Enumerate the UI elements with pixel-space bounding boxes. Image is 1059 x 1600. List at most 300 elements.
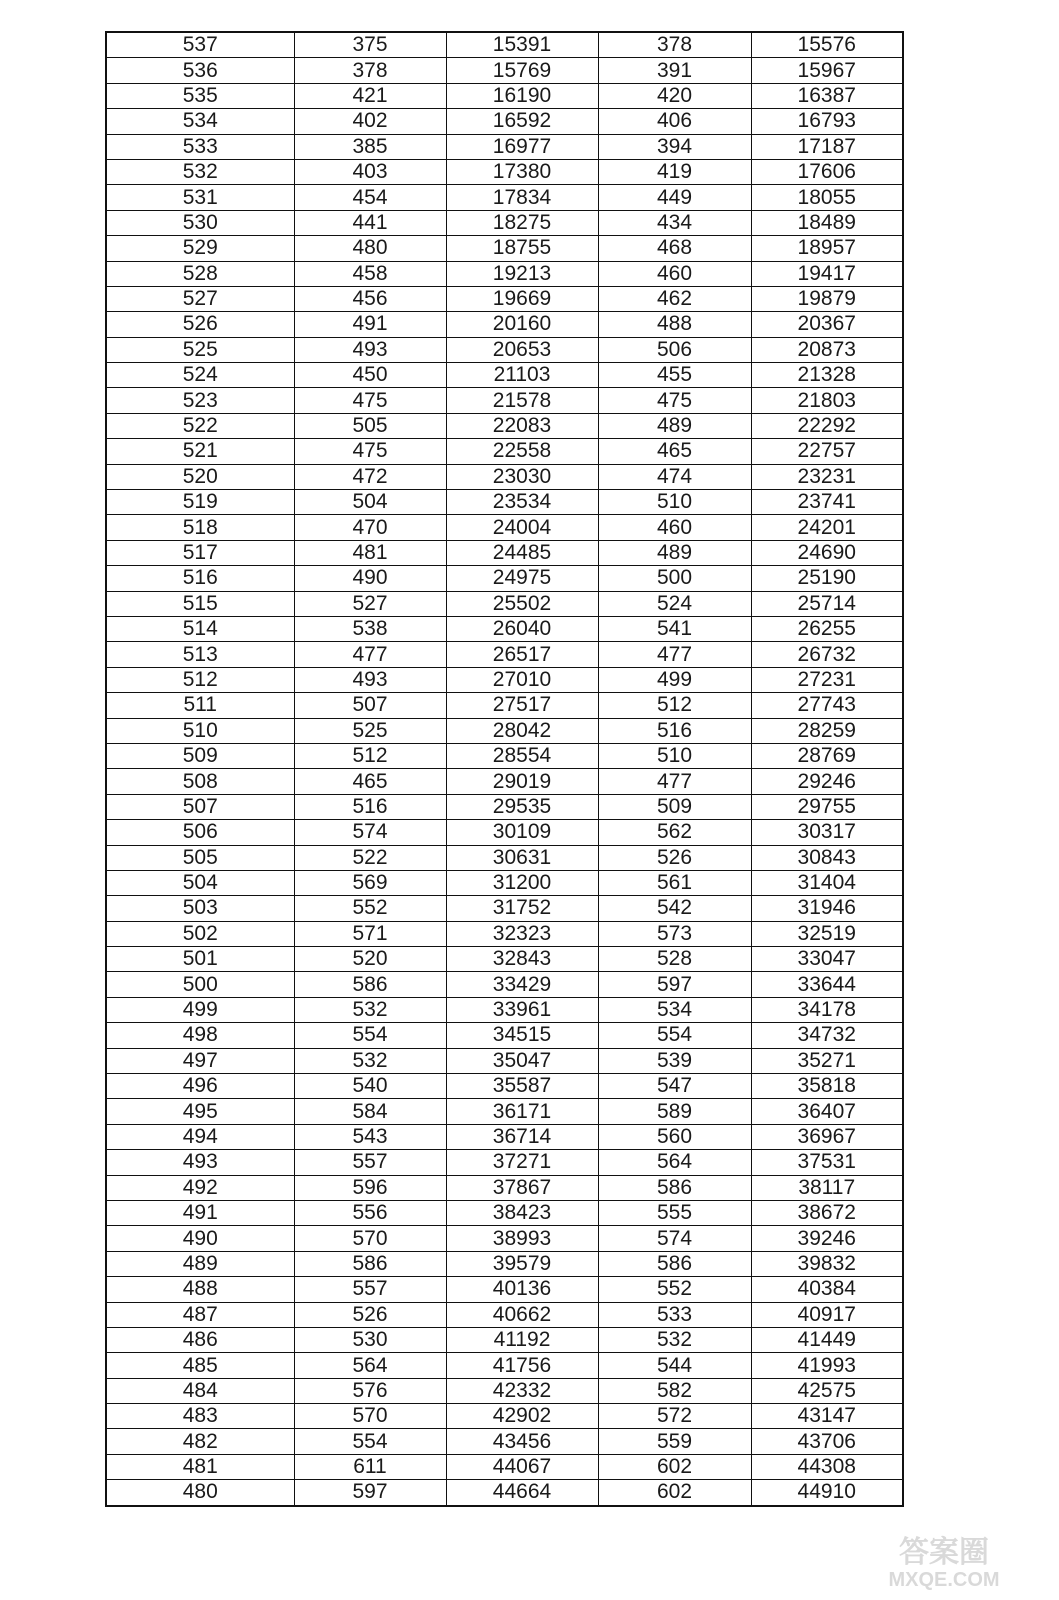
table-cell: 481 bbox=[294, 540, 446, 565]
table-cell: 28769 bbox=[751, 743, 903, 768]
table-cell: 28554 bbox=[446, 743, 598, 768]
table-row bbox=[106, 32, 903, 58]
table-cell: 39246 bbox=[751, 1226, 903, 1251]
table-row bbox=[106, 845, 903, 870]
table-cell: 589 bbox=[598, 1099, 751, 1124]
score-table bbox=[105, 31, 904, 1507]
table-cell: 18275 bbox=[446, 210, 598, 235]
table-cell: 499 bbox=[598, 667, 751, 692]
table-cell: 490 bbox=[294, 566, 446, 591]
table-cell: 470 bbox=[294, 515, 446, 540]
table-cell: 450 bbox=[294, 363, 446, 388]
table-row bbox=[106, 1429, 903, 1454]
table-cell: 586 bbox=[598, 1251, 751, 1276]
table-cell: 36171 bbox=[446, 1099, 598, 1124]
table-cell: 539 bbox=[598, 1048, 751, 1073]
table-cell: 525 bbox=[294, 718, 446, 743]
table-cell: 491 bbox=[294, 312, 446, 337]
table-cell: 475 bbox=[294, 439, 446, 464]
table-cell: 482 bbox=[106, 1429, 294, 1454]
table-cell: 27517 bbox=[446, 693, 598, 718]
table-cell: 402 bbox=[294, 109, 446, 134]
table-cell: 512 bbox=[598, 693, 751, 718]
table-cell: 18755 bbox=[446, 236, 598, 261]
table-cell: 564 bbox=[294, 1353, 446, 1378]
table-cell: 472 bbox=[294, 464, 446, 489]
table-cell: 586 bbox=[598, 1175, 751, 1200]
table-cell: 510 bbox=[106, 718, 294, 743]
table-cell: 22083 bbox=[446, 413, 598, 438]
table-row bbox=[106, 464, 903, 489]
table-row bbox=[106, 769, 903, 794]
table-row bbox=[106, 1175, 903, 1200]
table-row bbox=[106, 896, 903, 921]
table-cell: 532 bbox=[598, 1327, 751, 1352]
table-cell: 26040 bbox=[446, 616, 598, 641]
table-cell: 25502 bbox=[446, 591, 598, 616]
table-row bbox=[106, 1302, 903, 1327]
table-cell: 22757 bbox=[751, 439, 903, 464]
table-cell: 385 bbox=[294, 134, 446, 159]
table-cell: 564 bbox=[598, 1150, 751, 1175]
table-cell: 571 bbox=[294, 921, 446, 946]
table-cell: 17834 bbox=[446, 185, 598, 210]
table-cell: 19669 bbox=[446, 286, 598, 311]
table-cell: 375 bbox=[294, 32, 446, 58]
table-row bbox=[106, 1353, 903, 1378]
table-cell: 23231 bbox=[751, 464, 903, 489]
table-row bbox=[106, 947, 903, 972]
table-cell: 480 bbox=[294, 236, 446, 261]
table-cell: 491 bbox=[106, 1200, 294, 1225]
table-cell: 586 bbox=[294, 1251, 446, 1276]
table-row bbox=[106, 109, 903, 134]
table-row bbox=[106, 997, 903, 1022]
table-cell: 18055 bbox=[751, 185, 903, 210]
table-cell: 530 bbox=[294, 1327, 446, 1352]
table-cell: 516 bbox=[294, 794, 446, 819]
table-row bbox=[106, 921, 903, 946]
table-cell: 516 bbox=[598, 718, 751, 743]
table-cell: 497 bbox=[106, 1048, 294, 1073]
table-cell: 576 bbox=[294, 1378, 446, 1403]
table-row bbox=[106, 1277, 903, 1302]
table-cell: 573 bbox=[598, 921, 751, 946]
table-cell: 15576 bbox=[751, 32, 903, 58]
table-cell: 44308 bbox=[751, 1454, 903, 1479]
table-cell: 528 bbox=[598, 947, 751, 972]
table-cell: 536 bbox=[106, 58, 294, 83]
table-cell: 24690 bbox=[751, 540, 903, 565]
table-row bbox=[106, 870, 903, 895]
table-cell: 16592 bbox=[446, 109, 598, 134]
table-cell: 30631 bbox=[446, 845, 598, 870]
table-cell: 597 bbox=[598, 972, 751, 997]
table-cell: 488 bbox=[598, 312, 751, 337]
table-cell: 37531 bbox=[751, 1150, 903, 1175]
table-cell: 15967 bbox=[751, 58, 903, 83]
table-cell: 421 bbox=[294, 83, 446, 108]
table-cell: 378 bbox=[598, 32, 751, 58]
table-cell: 21103 bbox=[446, 363, 598, 388]
table-cell: 17606 bbox=[751, 159, 903, 184]
table-cell: 38993 bbox=[446, 1226, 598, 1251]
table-row bbox=[106, 413, 903, 438]
table-cell: 574 bbox=[294, 820, 446, 845]
table-cell: 510 bbox=[598, 743, 751, 768]
table-cell: 529 bbox=[106, 236, 294, 261]
table-cell: 40917 bbox=[751, 1302, 903, 1327]
table-cell: 488 bbox=[106, 1277, 294, 1302]
table-cell: 486 bbox=[106, 1327, 294, 1352]
table-cell: 38117 bbox=[751, 1175, 903, 1200]
table-cell: 26732 bbox=[751, 642, 903, 667]
table-cell: 33644 bbox=[751, 972, 903, 997]
table-cell: 555 bbox=[598, 1200, 751, 1225]
table-cell: 494 bbox=[106, 1124, 294, 1149]
table-cell: 498 bbox=[106, 1023, 294, 1048]
table-cell: 24485 bbox=[446, 540, 598, 565]
table-cell: 40662 bbox=[446, 1302, 598, 1327]
table-cell: 484 bbox=[106, 1378, 294, 1403]
table-cell: 586 bbox=[294, 972, 446, 997]
table-cell: 43147 bbox=[751, 1404, 903, 1429]
table-row bbox=[106, 58, 903, 83]
table-cell: 489 bbox=[106, 1251, 294, 1276]
table-cell: 41449 bbox=[751, 1327, 903, 1352]
table-cell: 527 bbox=[106, 286, 294, 311]
table-cell: 504 bbox=[294, 490, 446, 515]
table-cell: 20653 bbox=[446, 337, 598, 362]
table-row bbox=[106, 1251, 903, 1276]
table-cell: 27231 bbox=[751, 667, 903, 692]
table-cell: 460 bbox=[598, 515, 751, 540]
table-cell: 483 bbox=[106, 1404, 294, 1429]
table-cell: 33429 bbox=[446, 972, 598, 997]
table-cell: 559 bbox=[598, 1429, 751, 1454]
table-cell: 500 bbox=[598, 566, 751, 591]
table-cell: 510 bbox=[598, 490, 751, 515]
table-cell: 31946 bbox=[751, 896, 903, 921]
table-cell: 40136 bbox=[446, 1277, 598, 1302]
table-cell: 28259 bbox=[751, 718, 903, 743]
table-cell: 525 bbox=[106, 337, 294, 362]
table-cell: 520 bbox=[294, 947, 446, 972]
table-cell: 584 bbox=[294, 1099, 446, 1124]
table-cell: 26255 bbox=[751, 616, 903, 641]
table-cell: 505 bbox=[106, 845, 294, 870]
table-cell: 29019 bbox=[446, 769, 598, 794]
table-cell: 516 bbox=[106, 566, 294, 591]
table-cell: 39579 bbox=[446, 1251, 598, 1276]
table-row bbox=[106, 1150, 903, 1175]
table-cell: 460 bbox=[598, 261, 751, 286]
table-row bbox=[106, 1327, 903, 1352]
table-cell: 15769 bbox=[446, 58, 598, 83]
table-cell: 611 bbox=[294, 1454, 446, 1479]
table-cell: 547 bbox=[598, 1074, 751, 1099]
table-row bbox=[106, 236, 903, 261]
table-cell: 506 bbox=[106, 820, 294, 845]
table-cell: 20367 bbox=[751, 312, 903, 337]
table-cell: 489 bbox=[598, 413, 751, 438]
table-row bbox=[106, 83, 903, 108]
table-row bbox=[106, 439, 903, 464]
table-cell: 19213 bbox=[446, 261, 598, 286]
table-cell: 24201 bbox=[751, 515, 903, 540]
table-row bbox=[106, 286, 903, 311]
table-cell: 532 bbox=[294, 1048, 446, 1073]
table-cell: 20160 bbox=[446, 312, 598, 337]
table-row bbox=[106, 185, 903, 210]
table-row bbox=[106, 1099, 903, 1124]
table-cell: 32519 bbox=[751, 921, 903, 946]
table-cell: 38672 bbox=[751, 1200, 903, 1225]
table-cell: 25190 bbox=[751, 566, 903, 591]
table-cell: 602 bbox=[598, 1454, 751, 1479]
table-cell: 42575 bbox=[751, 1378, 903, 1403]
table-cell: 35271 bbox=[751, 1048, 903, 1073]
table-cell: 24975 bbox=[446, 566, 598, 591]
table-cell: 17187 bbox=[751, 134, 903, 159]
table-cell: 22558 bbox=[446, 439, 598, 464]
table-row bbox=[106, 515, 903, 540]
table-row bbox=[106, 363, 903, 388]
table-cell: 31200 bbox=[446, 870, 598, 895]
table-cell: 527 bbox=[294, 591, 446, 616]
table-cell: 597 bbox=[294, 1480, 446, 1506]
table-cell: 28042 bbox=[446, 718, 598, 743]
table-cell: 29246 bbox=[751, 769, 903, 794]
table-cell: 21328 bbox=[751, 363, 903, 388]
table-cell: 434 bbox=[598, 210, 751, 235]
table-cell: 543 bbox=[294, 1124, 446, 1149]
table-cell: 474 bbox=[598, 464, 751, 489]
table-row bbox=[106, 718, 903, 743]
table-cell: 515 bbox=[106, 591, 294, 616]
table-cell: 489 bbox=[598, 540, 751, 565]
table-cell: 556 bbox=[294, 1200, 446, 1225]
table-cell: 16190 bbox=[446, 83, 598, 108]
table-cell: 449 bbox=[598, 185, 751, 210]
table-cell: 503 bbox=[106, 896, 294, 921]
table-cell: 43456 bbox=[446, 1429, 598, 1454]
table-cell: 21578 bbox=[446, 388, 598, 413]
table-cell: 570 bbox=[294, 1404, 446, 1429]
table-cell: 557 bbox=[294, 1150, 446, 1175]
table-cell: 522 bbox=[106, 413, 294, 438]
table-cell: 542 bbox=[598, 896, 751, 921]
table-cell: 29755 bbox=[751, 794, 903, 819]
table-cell: 29535 bbox=[446, 794, 598, 819]
score-table-body bbox=[106, 32, 903, 1506]
table-cell: 509 bbox=[598, 794, 751, 819]
table-cell: 391 bbox=[598, 58, 751, 83]
table-cell: 30317 bbox=[751, 820, 903, 845]
table-row bbox=[106, 743, 903, 768]
table-cell: 477 bbox=[598, 642, 751, 667]
table-cell: 526 bbox=[106, 312, 294, 337]
table-cell: 540 bbox=[294, 1074, 446, 1099]
table-cell: 21803 bbox=[751, 388, 903, 413]
table-cell: 544 bbox=[598, 1353, 751, 1378]
table-cell: 420 bbox=[598, 83, 751, 108]
table-cell: 32323 bbox=[446, 921, 598, 946]
table-cell: 475 bbox=[598, 388, 751, 413]
table-cell: 456 bbox=[294, 286, 446, 311]
table-cell: 30109 bbox=[446, 820, 598, 845]
table-cell: 33961 bbox=[446, 997, 598, 1022]
table-row bbox=[106, 312, 903, 337]
table-cell: 462 bbox=[598, 286, 751, 311]
watermark-text-top: 答案圈 bbox=[899, 1535, 989, 1570]
table-cell: 406 bbox=[598, 109, 751, 134]
table-row bbox=[106, 1048, 903, 1073]
table-cell: 572 bbox=[598, 1404, 751, 1429]
table-row bbox=[106, 693, 903, 718]
table-cell: 16387 bbox=[751, 83, 903, 108]
table-cell: 560 bbox=[598, 1124, 751, 1149]
table-cell: 506 bbox=[598, 337, 751, 362]
table-cell: 17380 bbox=[446, 159, 598, 184]
table-cell: 41993 bbox=[751, 1353, 903, 1378]
table-row bbox=[106, 794, 903, 819]
table-cell: 554 bbox=[294, 1429, 446, 1454]
table-cell: 25714 bbox=[751, 591, 903, 616]
table-cell: 44067 bbox=[446, 1454, 598, 1479]
table-cell: 512 bbox=[294, 743, 446, 768]
table-cell: 36714 bbox=[446, 1124, 598, 1149]
table-cell: 41192 bbox=[446, 1327, 598, 1352]
table-cell: 534 bbox=[106, 109, 294, 134]
table-cell: 458 bbox=[294, 261, 446, 286]
table-row bbox=[106, 134, 903, 159]
table-cell: 465 bbox=[294, 769, 446, 794]
table-cell: 505 bbox=[294, 413, 446, 438]
table-row bbox=[106, 566, 903, 591]
table-cell: 570 bbox=[294, 1226, 446, 1251]
table-cell: 517 bbox=[106, 540, 294, 565]
table-cell: 26517 bbox=[446, 642, 598, 667]
table-cell: 532 bbox=[294, 997, 446, 1022]
table-cell: 34178 bbox=[751, 997, 903, 1022]
table-cell: 30843 bbox=[751, 845, 903, 870]
table-cell: 16977 bbox=[446, 134, 598, 159]
table-cell: 520 bbox=[106, 464, 294, 489]
table-cell: 468 bbox=[598, 236, 751, 261]
table-cell: 538 bbox=[294, 616, 446, 641]
table-cell: 44910 bbox=[751, 1480, 903, 1506]
table-cell: 552 bbox=[294, 896, 446, 921]
table-cell: 23534 bbox=[446, 490, 598, 515]
table-cell: 477 bbox=[294, 642, 446, 667]
table-row bbox=[106, 159, 903, 184]
table-cell: 33047 bbox=[751, 947, 903, 972]
table-cell: 492 bbox=[106, 1175, 294, 1200]
table-cell: 574 bbox=[598, 1226, 751, 1251]
table-row bbox=[106, 667, 903, 692]
table-cell: 36967 bbox=[751, 1124, 903, 1149]
table-cell: 582 bbox=[598, 1378, 751, 1403]
table-cell: 541 bbox=[598, 616, 751, 641]
table-cell: 41756 bbox=[446, 1353, 598, 1378]
table-cell: 495 bbox=[106, 1099, 294, 1124]
table-row bbox=[106, 820, 903, 845]
table-cell: 493 bbox=[294, 667, 446, 692]
table-cell: 501 bbox=[106, 947, 294, 972]
table-cell: 394 bbox=[598, 134, 751, 159]
table-cell: 31752 bbox=[446, 896, 598, 921]
table-cell: 40384 bbox=[751, 1277, 903, 1302]
table-cell: 508 bbox=[106, 769, 294, 794]
table-row bbox=[106, 1404, 903, 1429]
table-cell: 507 bbox=[106, 794, 294, 819]
table-row bbox=[106, 1480, 903, 1506]
table-cell: 34732 bbox=[751, 1023, 903, 1048]
table-cell: 477 bbox=[598, 769, 751, 794]
table-cell: 569 bbox=[294, 870, 446, 895]
table-cell: 455 bbox=[598, 363, 751, 388]
table-cell: 480 bbox=[106, 1480, 294, 1506]
table-cell: 514 bbox=[106, 616, 294, 641]
table-cell: 557 bbox=[294, 1277, 446, 1302]
table-cell: 35587 bbox=[446, 1074, 598, 1099]
table-row bbox=[106, 972, 903, 997]
table-cell: 441 bbox=[294, 210, 446, 235]
table-cell: 535 bbox=[106, 83, 294, 108]
table-cell: 507 bbox=[294, 693, 446, 718]
table-cell: 526 bbox=[598, 845, 751, 870]
table-cell: 562 bbox=[598, 820, 751, 845]
table-row bbox=[106, 1074, 903, 1099]
table-cell: 20873 bbox=[751, 337, 903, 362]
table-cell: 526 bbox=[294, 1302, 446, 1327]
table-cell: 518 bbox=[106, 515, 294, 540]
table-cell: 554 bbox=[294, 1023, 446, 1048]
table-cell: 27743 bbox=[751, 693, 903, 718]
table-row bbox=[106, 1023, 903, 1048]
watermark-logo bbox=[869, 1530, 1019, 1592]
table-cell: 509 bbox=[106, 743, 294, 768]
table-cell: 419 bbox=[598, 159, 751, 184]
table-row bbox=[106, 388, 903, 413]
table-row bbox=[106, 490, 903, 515]
table-row bbox=[106, 337, 903, 362]
table-cell: 493 bbox=[106, 1150, 294, 1175]
table-row bbox=[106, 1124, 903, 1149]
table-cell: 44664 bbox=[446, 1480, 598, 1506]
table-cell: 19879 bbox=[751, 286, 903, 311]
table-cell: 561 bbox=[598, 870, 751, 895]
table-cell: 528 bbox=[106, 261, 294, 286]
table-cell: 533 bbox=[106, 134, 294, 159]
table-cell: 554 bbox=[598, 1023, 751, 1048]
table-cell: 32843 bbox=[446, 947, 598, 972]
table-cell: 35818 bbox=[751, 1074, 903, 1099]
table-cell: 524 bbox=[106, 363, 294, 388]
table-cell: 35047 bbox=[446, 1048, 598, 1073]
table-cell: 42332 bbox=[446, 1378, 598, 1403]
table-cell: 496 bbox=[106, 1074, 294, 1099]
table-cell: 490 bbox=[106, 1226, 294, 1251]
table-cell: 522 bbox=[294, 845, 446, 870]
table-cell: 504 bbox=[106, 870, 294, 895]
table-cell: 481 bbox=[106, 1454, 294, 1479]
table-cell: 534 bbox=[598, 997, 751, 1022]
table-cell: 511 bbox=[106, 693, 294, 718]
table-cell: 493 bbox=[294, 337, 446, 362]
table-cell: 31404 bbox=[751, 870, 903, 895]
